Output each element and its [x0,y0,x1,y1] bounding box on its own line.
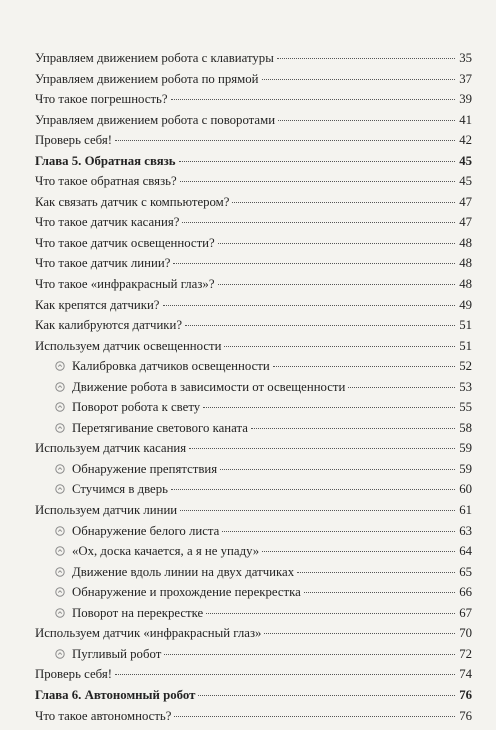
toc-page-number: 48 [459,235,472,250]
toc-entry-row [35,253,472,274]
toc-entry-title: Обнаружение и прохождение перекрестка [72,585,301,600]
toc-chapter-row [35,151,472,172]
toc-page-number: 47 [459,194,472,209]
toc-entry-title: Как калибруются датчики? [35,318,183,333]
toc-entry-row [35,336,472,357]
toc-entry-row [35,664,472,685]
toc-entry-title: Пугливый робот [72,646,162,661]
circle-bullet-icon [55,608,65,618]
toc-page-number: 52 [459,359,472,374]
toc-entry-title: Поворот на перекрестке [72,605,204,620]
toc-subentry-row [35,644,472,665]
dot-leader [180,181,455,182]
dot-leader [173,263,455,264]
toc-entry-row [35,315,472,336]
dot-leader [264,633,455,634]
dot-leader [218,284,456,285]
dot-leader [163,305,456,306]
dot-leader [206,613,455,614]
dot-leader [304,592,455,593]
toc-entry-title: Используем датчик линии [35,503,178,518]
toc-entry-title: Перетягивание светового каната [72,420,248,435]
dot-leader [277,58,455,59]
toc-page-number: 37 [459,71,472,86]
toc-page-number: 61 [459,503,472,518]
toc-entry-row [35,274,472,295]
toc-entry-row [35,89,472,110]
toc-entry-title: Глава 6. Автономный робот [35,687,196,702]
toc-entry-title: Калибровка датчиков освещенности [72,359,270,374]
circle-bullet-icon [55,464,65,474]
toc-page-number: 42 [459,133,472,148]
toc-entry-row [35,192,472,213]
dot-leader [224,346,455,347]
toc-subentry-row [35,377,472,398]
toc-entry-title: Что такое автономность? [35,708,172,723]
toc-entry-title: Поворот робота к свету [72,400,201,415]
circle-bullet-icon [55,402,65,412]
toc-page-number: 72 [459,646,472,661]
dot-leader [273,366,455,367]
toc-subentry-row [35,418,472,439]
toc-page-number: 60 [459,482,472,497]
toc-entry-row [35,706,472,727]
toc-page-number: 74 [459,667,472,682]
toc-entry-title: Используем датчик «инфракрасный глаз» [35,626,262,641]
toc-page-number: 59 [459,461,472,476]
toc-page-number: 70 [459,626,472,641]
dot-leader [185,325,455,326]
toc-page-number: 48 [459,256,472,271]
toc-entry-title: Используем датчик освещенности [35,338,222,353]
toc-page-number: 51 [459,318,472,333]
toc-entry-row [35,171,472,192]
toc-entry-row [35,110,472,131]
toc-page-number: 45 [459,153,472,168]
toc-entry-title: Что такое «инфракрасный глаз»? [35,277,215,292]
toc-entry-title: Используем датчик касания [35,441,187,456]
toc-page-number: 51 [459,338,472,353]
toc-entry-title: Что такое датчик касания? [35,215,180,230]
toc-page-number: 41 [459,112,472,127]
dot-leader [180,510,455,511]
toc-entry-title: Управляем движением робота с поворотами [35,112,276,127]
toc-chapter-row [35,685,472,706]
dot-leader [348,387,455,388]
circle-bullet-icon [55,361,65,371]
dot-leader [218,243,455,244]
toc-page-number: 63 [459,523,472,538]
circle-bullet-icon [55,567,65,577]
dot-leader [251,428,455,429]
toc-entry-title: Что такое датчик освещенности? [35,235,215,250]
toc-subentry-row [35,562,472,583]
toc-page-number: 47 [459,215,472,230]
dot-leader [232,202,455,203]
toc-entry-row [35,295,472,316]
toc-page-number: 35 [459,51,472,65]
toc-entry-title: Что такое погрешность? [35,92,168,107]
toc-entry-row [35,500,472,521]
toc-entry-title: Как крепятся датчики? [35,297,160,312]
toc-page-number: 45 [459,174,472,189]
toc-subentry-row [35,603,472,624]
toc-entry-row [35,48,472,69]
dot-leader [262,551,455,552]
dot-leader [189,448,455,449]
dot-leader [198,695,455,696]
toc-page-number: 55 [459,400,472,415]
toc-page-number: 59 [459,441,472,456]
toc-subentry-row [35,397,472,418]
toc-entry-title: Проверь себя! [35,667,112,682]
dot-leader [297,572,455,573]
circle-bullet-icon [55,484,65,494]
toc-entry-row [35,130,472,151]
toc-page-number: 39 [459,92,472,107]
toc-subentry-row [35,356,472,377]
circle-bullet-icon [55,546,65,556]
dot-leader [164,654,455,655]
toc-entry-title: Как связать датчик с компьютером? [35,194,230,209]
table-of-contents [35,48,472,726]
toc-page-number: 49 [459,297,472,312]
circle-bullet-icon [55,587,65,597]
dot-leader [278,120,455,121]
dot-leader [203,407,455,408]
toc-entry-title: Управляем движением робота с клавиатуры [35,51,274,65]
toc-entry-title: Управляем движением робота по прямой [35,71,259,86]
toc-entry-row [35,212,472,233]
toc-page-number: 64 [459,544,472,559]
toc-subentry-row [35,479,472,500]
toc-entry-title: Глава 5. Обратная связь [35,153,176,168]
toc-entry-row [35,438,472,459]
toc-entry-title: Что такое обратная связь? [35,174,177,189]
dot-leader [222,531,455,532]
dot-leader [171,489,455,490]
toc-entry-title: Проверь себя! [35,133,112,148]
toc-entry-row [35,69,472,90]
toc-subentry-row [35,541,472,562]
toc-page-number: 67 [459,605,472,620]
dot-leader [174,716,455,717]
toc-page-number: 76 [459,708,472,723]
toc-entry-title: Обнаружение белого листа [72,523,220,538]
circle-bullet-icon [55,382,65,392]
toc-page-number: 66 [459,585,472,600]
toc-page-number: 53 [459,379,472,394]
toc-page-number: 48 [459,277,472,292]
toc-entry-title: Что такое датчик линии? [35,256,171,271]
dot-leader [171,99,455,100]
toc-entry-title: Обнаружение препятствия [72,461,218,476]
dot-leader [220,469,455,470]
toc-page-number: 65 [459,564,472,579]
toc-subentry-row [35,459,472,480]
dot-leader [262,79,455,80]
circle-bullet-icon [55,649,65,659]
dot-leader [179,161,455,162]
toc-entry-title: Стучимся в дверь [72,482,168,497]
toc-page-number: 76 [459,687,472,702]
toc-entry-row [35,233,472,254]
dot-leader [115,140,455,141]
dot-leader [115,674,455,675]
circle-bullet-icon [55,423,65,433]
dot-leader [182,222,455,223]
toc-entry-title: «Ох, доска качается, а я не упаду» [72,544,260,559]
toc-entry-title: Движение вдоль линии на двух датчиках [72,564,295,579]
toc-entry-title: Движение робота в зависимости от освещенности [72,379,346,394]
circle-bullet-icon [55,526,65,536]
toc-subentry-row [35,582,472,603]
toc-page-number: 58 [459,420,472,435]
toc-subentry-row [35,521,472,542]
toc-entry-row [35,623,472,644]
